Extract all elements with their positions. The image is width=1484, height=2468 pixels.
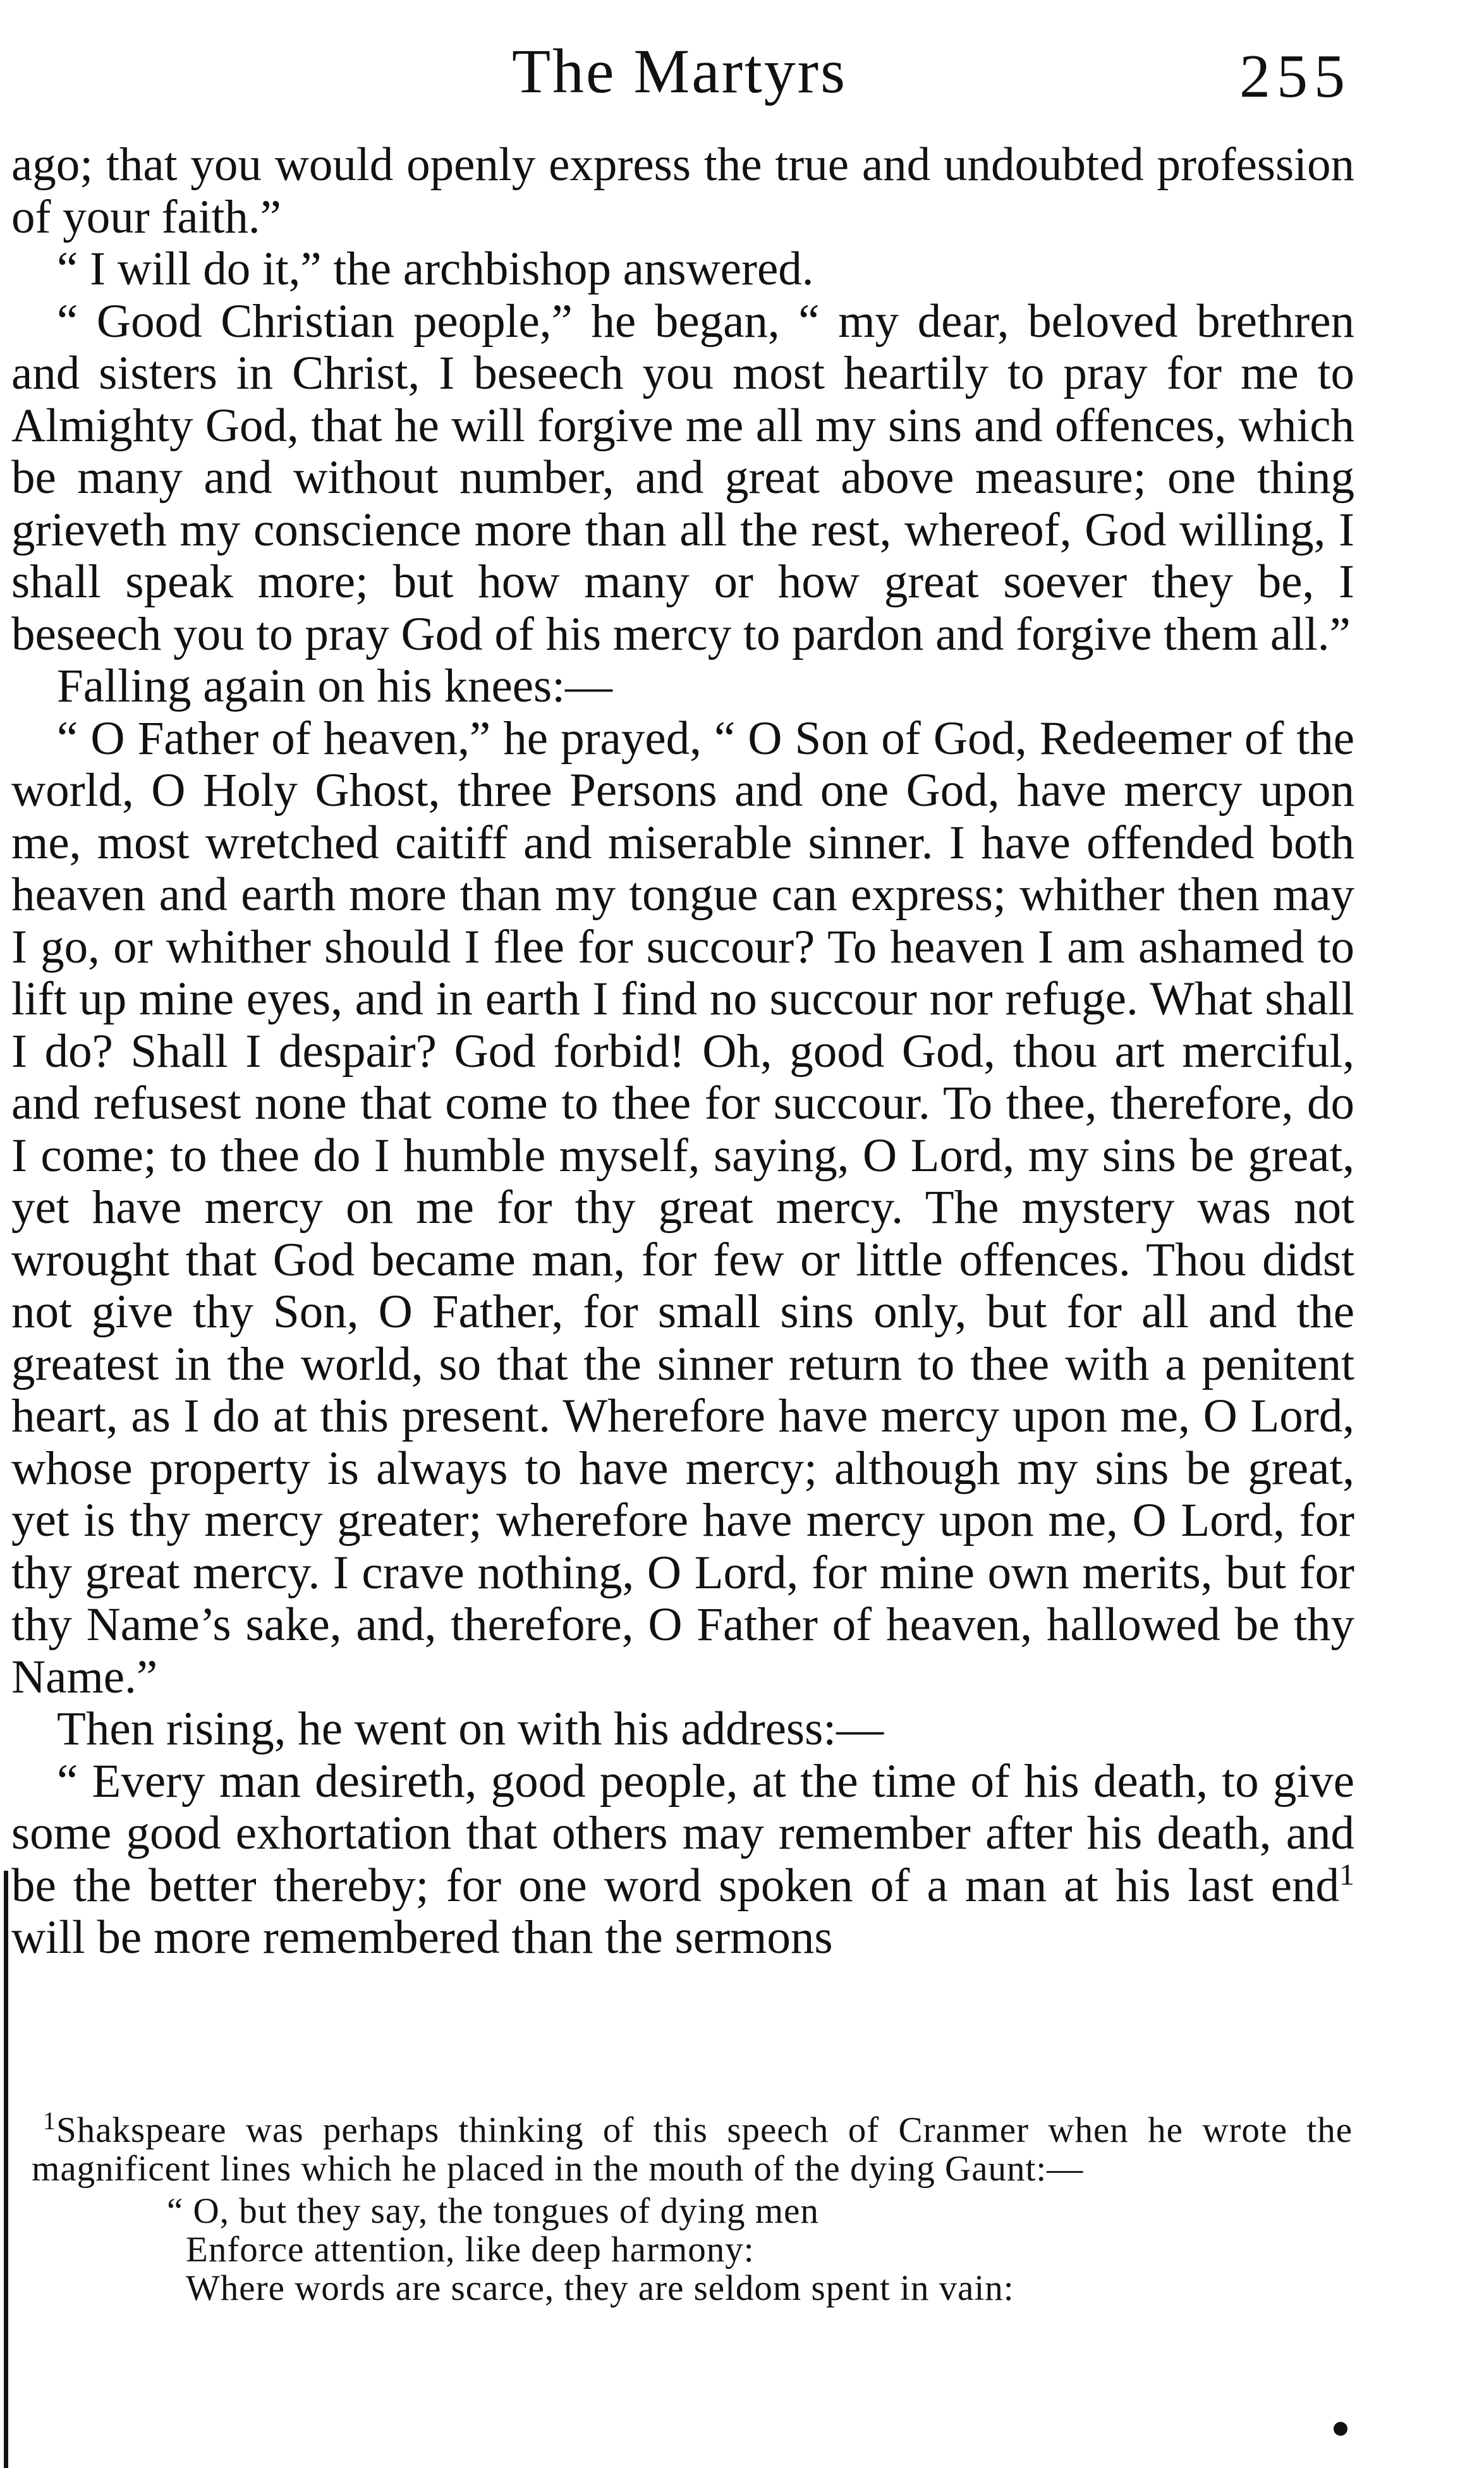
verse-line: Enforce attention, like deep harmony:: [186, 2230, 755, 2270]
footnote-verse: [167, 2192, 1353, 2307]
page-mark-dot: [1334, 2422, 1347, 2436]
paragraph: Falling again on his knees:—: [57, 660, 613, 712]
footnote-body: Shakspeare was perhaps thinking of this speech of Cranmer when he wrote the magnificent lines which he placed in the mouth of the dying Gaunt:—: [32, 2110, 1353, 2189]
paragraph: [11, 1756, 1354, 1964]
footnote: [32, 2106, 1353, 2308]
verse-line: Where words are scarce, they are seldom spent in vain:: [186, 2268, 1014, 2308]
body-text: [11, 139, 1354, 1964]
paragraph-text: “ Every man desireth, good people, at the time of his death, to give some good exhortation that others may remember after his death, and be the better thereby; for one word spoken of a man at his last end: [11, 1754, 1354, 1912]
paragraph: “ I will do it,” the archbishop answered.: [57, 243, 814, 295]
paragraph-text: will be more remembered than the sermons: [11, 1911, 833, 1964]
page-number: 255: [1239, 42, 1351, 111]
paragraph: ago; that you would openly express the true and undoubted profession of your faith.”: [11, 138, 1354, 243]
paragraph: Then rising, he went on with his address:—: [57, 1703, 884, 1755]
running-head: [0, 35, 1484, 117]
footnote-text: [32, 2106, 1353, 2189]
footnote-reference: 1: [1339, 1857, 1354, 1892]
paragraph: “ O Father of heaven,” he prayed, “ O Son of God, Redeemer of the world, O Holy Ghost, three Persons and one God, have mercy upon me, most wretched caitiff and miserable sinner. I have offended both heaven and earth more than my tongue can express; whither then may I go, or whither should I flee for succour? To heaven I am ashamed to lift up mine eyes, and in earth I find no succour nor refuge. What shall I do? Shall I despair? God forbid! Oh, good God, thou art merciful, and refusest none that come to thee for succour. To thee, therefore, do I come; to thee do I humble myself, saying, O Lord, my sins be great, yet have mercy on me for thy great mercy. The mystery was not wrought that God became man, for few or little offences. Thou didst not give thy Son, O Father, for small sins only, but for all and the greatest in the world, so that the sinner return to thee with a penitent heart, as I do at this present. Wherefore have mercy upon me, O Lord, whose property is always to have mercy; although my sins be great, yet is thy mercy greater; wherefore have mercy upon me, O Lord, for thy great mercy. I crave nothing, O Lord, for mine own merits, but for thy Name’s sake, and, therefore, O Father of heaven, hallowed be thy Name.”: [11, 712, 1354, 1703]
paragraph: “ Good Christian people,” he began, “ my dear, beloved brethren and sisters in Christ, I beseech you most heartily to pray for me to Almighty God, that he will forgive me all my sins and offences, which be many and without number, and great above measure; one thing grieveth my conscience more than all the rest, whereof, God willing, I shall speak more; but how many or how great soever they be, I beseech you to pray God of his mercy to pardon and forgive them all.”: [11, 295, 1354, 660]
verse-line: “ O, but they say, the tongues of dying men: [167, 2191, 819, 2231]
margin-rule: [4, 1871, 8, 2468]
page-title: The Martyrs: [511, 36, 848, 106]
footnote-marker: 1: [43, 2106, 56, 2135]
